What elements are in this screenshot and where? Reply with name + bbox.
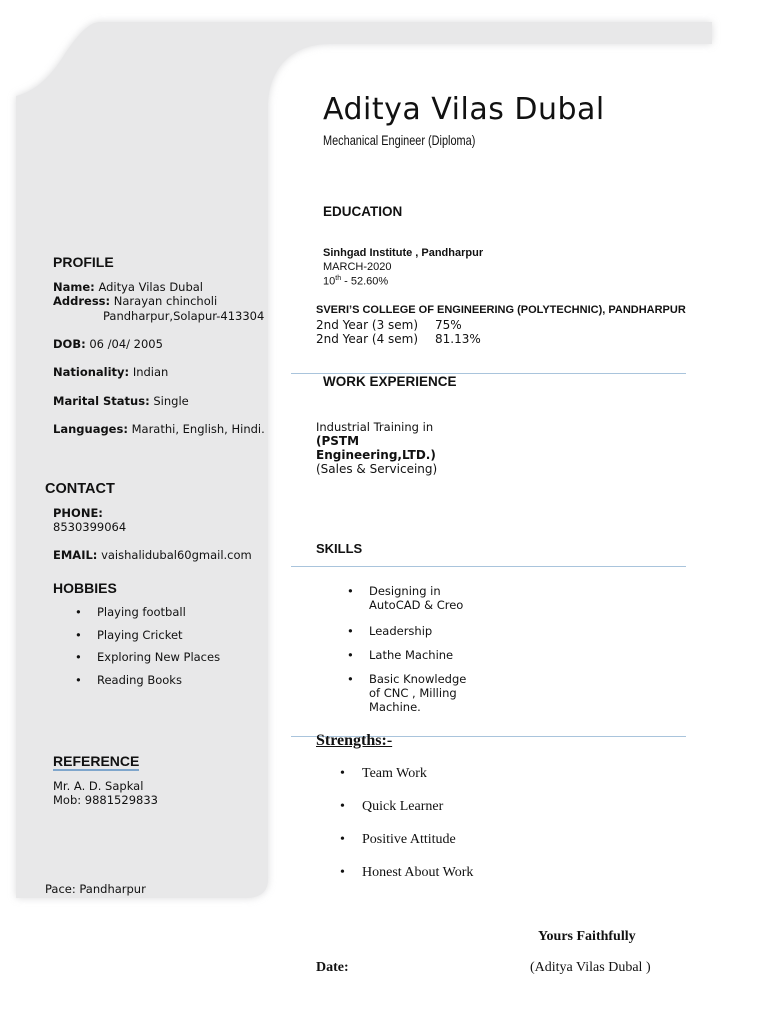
skill-line: of CNC , Milling <box>369 686 457 700</box>
strengths-heading: Strengths:- <box>316 732 393 749</box>
grade-prefix: 10 <box>323 275 336 288</box>
education-row-label: 2nd Year (3 sem) <box>316 318 419 332</box>
skills-list <box>369 584 466 714</box>
hobbies-list <box>97 605 220 695</box>
profile-nationality-value: Indian <box>132 365 169 379</box>
profile-nationality <box>53 365 168 379</box>
skill-line: Machine. <box>369 700 421 714</box>
strengths-list <box>362 766 473 898</box>
work-line1: Industrial Training in <box>316 420 434 434</box>
profile-languages-label: Languages: <box>53 422 128 436</box>
profile-name-value: Aditya Vilas Dubal <box>98 280 203 294</box>
list-item: • Playing Cricket <box>97 628 220 651</box>
contact-phone-label: PHONE: <box>53 506 103 520</box>
list-item <box>369 672 466 714</box>
reference-heading: REFERENCE <box>53 753 140 769</box>
list-item: • Honest About Work <box>362 865 473 898</box>
closing: Yours Faithfully <box>538 929 636 944</box>
education-college: SVERI’S COLLEGE OF ENGINEERING (POLYTECHNIC), PANDHARPUR <box>316 304 686 316</box>
list-item: • Exploring New Places <box>97 650 220 673</box>
skill-line: AutoCAD & Creo <box>369 598 464 612</box>
profile-dob <box>53 337 163 351</box>
profile-address-line1: Narayan chincholi <box>113 294 218 308</box>
education-row-label: 2nd Year (4 sem) <box>316 332 419 346</box>
grade-sup: th <box>335 275 342 282</box>
profile-address <box>53 294 217 308</box>
work-heading: WORK EXPERIENCE <box>323 374 457 389</box>
profile-languages <box>53 422 265 436</box>
education-row-2 <box>316 332 481 346</box>
grade-suffix: - 52.60% <box>341 275 389 288</box>
profile-dob-value: 06 /04/ 2005 <box>89 337 163 351</box>
contact-email <box>53 548 252 562</box>
reference-person: Mr. A. D. Sapkal <box>53 779 144 793</box>
education-row-value: 75% <box>435 318 462 332</box>
candidate-name: Aditya Vilas Dubal <box>323 92 605 127</box>
profile-address-line2: Pandharpur,Solapur-413304 <box>103 309 265 323</box>
profile-name-label: Name: <box>53 280 95 294</box>
signature: (Aditya Vilas Dubal ) <box>530 960 651 975</box>
education-school: Sinhgad Institute , Pandharpur <box>323 247 484 259</box>
list-item: • Quick Learner <box>362 799 473 832</box>
contact-email-value: vaishalidubal60gmail.com <box>101 548 252 562</box>
education-row-value: 81.13% <box>435 332 481 346</box>
hobbies-heading: HOBBIES <box>53 580 117 596</box>
list-item: • Team Work <box>362 766 473 799</box>
skills-heading: SKILLS <box>316 541 363 556</box>
education-row-1 <box>316 318 462 332</box>
education-heading: EDUCATION <box>323 204 403 219</box>
divider-skills <box>291 566 686 567</box>
list-item: • Reading Books <box>97 673 220 696</box>
education-school-grade <box>323 275 388 288</box>
skill-line: • Designing in <box>369 584 441 598</box>
candidate-title: Mechanical Engineer (Diploma) <box>323 132 476 148</box>
list-item <box>369 584 466 624</box>
list-item: • Lathe Machine <box>369 648 466 672</box>
profile-marital-value: Single <box>153 394 189 408</box>
profile-address-label: Address: <box>53 294 111 308</box>
reference-underline <box>53 769 139 771</box>
work-company-line2: Engineering,LTD.) <box>316 448 436 462</box>
profile-name <box>53 280 203 294</box>
profile-dob-label: DOB: <box>53 337 86 351</box>
profile-marital-label: Marital Status: <box>53 394 150 408</box>
skill-line: • Basic Knowledge <box>369 672 467 686</box>
work-company-line1: (PSTM <box>316 434 360 448</box>
profile-nationality-label: Nationality: <box>53 365 130 379</box>
profile-languages-value: Marathi, English, Hindi. <box>131 422 265 436</box>
date-label: Date: <box>316 960 349 975</box>
reference-mobile: Mob: 9881529833 <box>53 793 158 807</box>
education-school-date: MARCH-2020 <box>323 261 392 273</box>
contact-phone-value: 8530399064 <box>53 520 127 534</box>
place: Pace: Pandharpur <box>45 882 146 896</box>
contact-heading: CONTACT <box>45 481 115 497</box>
list-item: • Leadership <box>369 624 466 648</box>
profile-marital <box>53 394 189 408</box>
list-item: • Positive Attitude <box>362 832 473 865</box>
contact-email-label: EMAIL: <box>53 548 98 562</box>
work-line3: (Sales & Serviceing) <box>316 462 438 476</box>
profile-heading: PROFILE <box>53 254 114 270</box>
list-item: • Playing football <box>97 605 220 628</box>
